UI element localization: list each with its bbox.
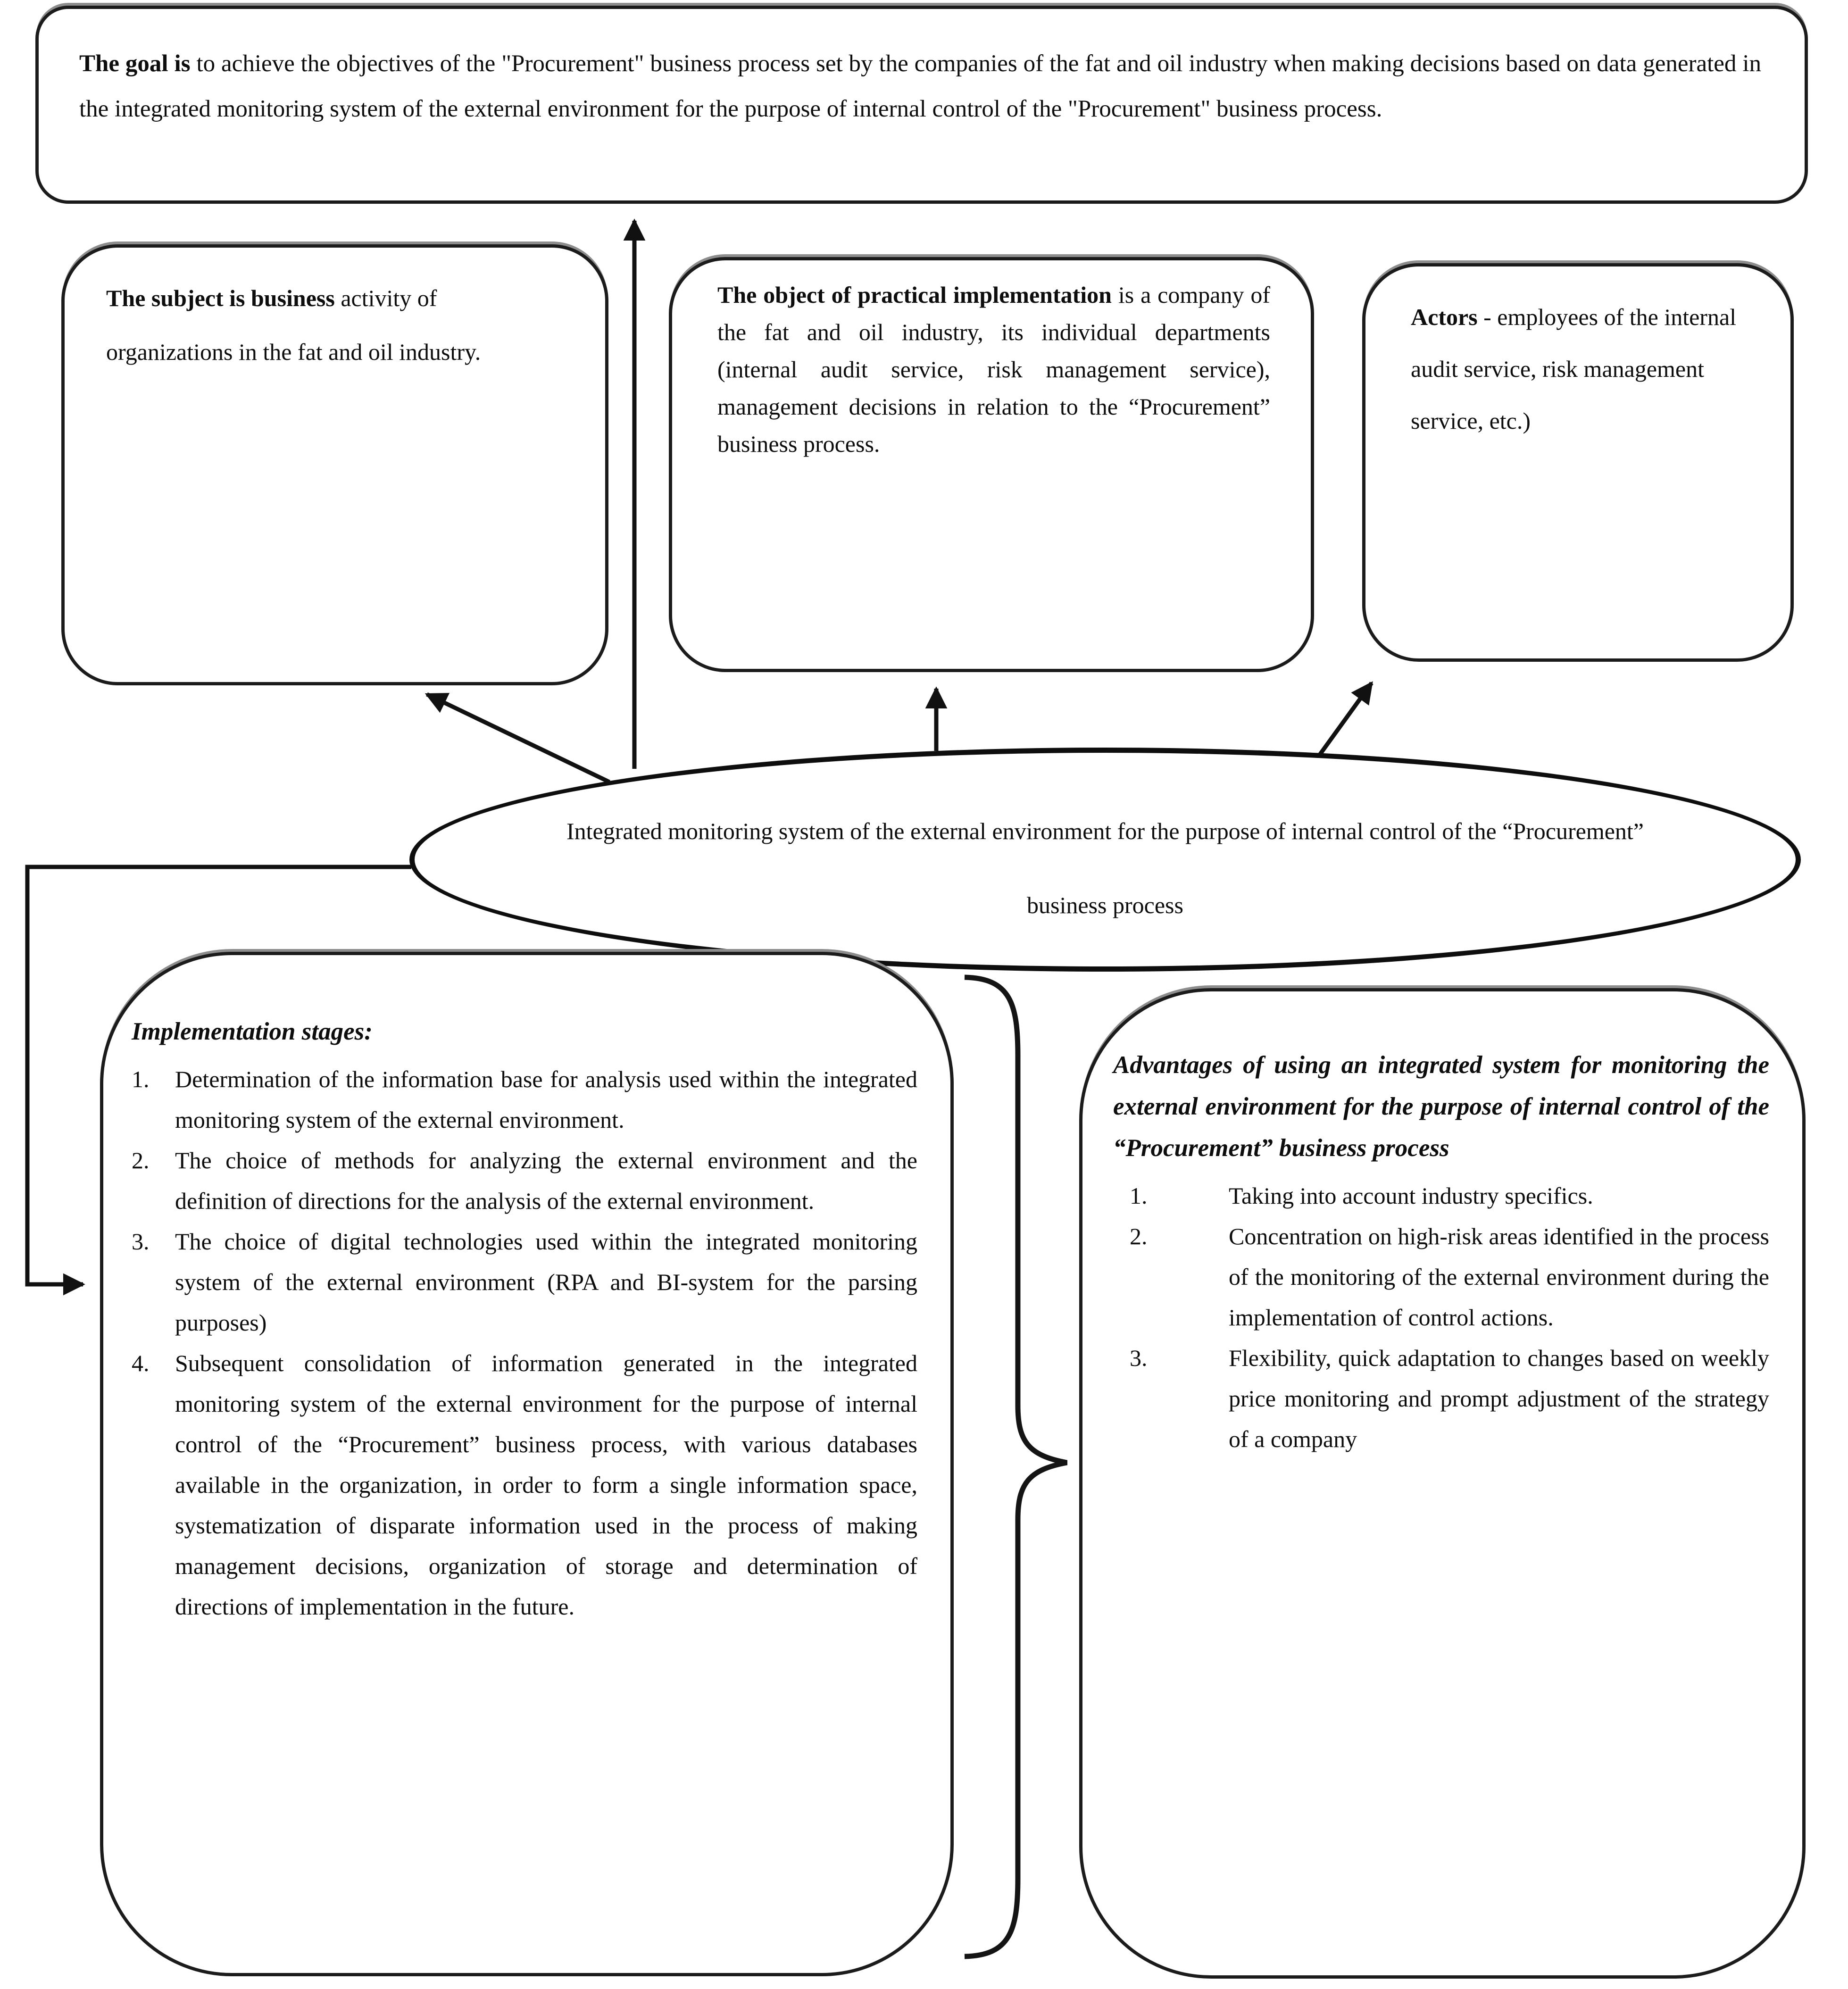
subject-box: [61, 244, 608, 685]
list-item: Flexibility, quick adaptation to changes based on weekly price monitoring and prompt adjustment of the strategy of a company: [1229, 1345, 1769, 1452]
goal-box: [35, 6, 1808, 204]
advantages-box: [1079, 988, 1806, 1979]
implementation-content: [103, 955, 950, 1627]
object-body: is a company of the fat and oil industry, its individual departments (internal audit service, risk management service), management decisions in relation to the “Procurement” business process.: [717, 282, 1270, 457]
advantages-list: [1113, 1175, 1769, 1459]
list-item: Determination of the information base for analysis used within the integrated monitoring system of the external environment.: [175, 1066, 917, 1133]
goal-lead: The goal is: [79, 50, 191, 77]
object-box: [669, 257, 1314, 672]
implementation-list: [132, 1059, 917, 1627]
list-item: Taking into account industry specifics.: [1229, 1182, 1593, 1209]
subject-lead: The subject is business: [106, 285, 335, 311]
list-item: Subsequent consolidation of information generated in the integrated monitoring system of the external environment for the purpose of internal control of the “Procurement” business process, with various databases available in the organization, in order to form a single information space, systematization of disparate information used in the process of making management decisions, organization of storage and determination of directions of implementation in the future.: [175, 1350, 917, 1620]
goal-text: [39, 9, 1805, 132]
arrow-to-actors: [1320, 683, 1372, 755]
list-item: The choice of methods for analyzing the external environment and the definition of directions for the analysis of the external environment.: [175, 1147, 917, 1214]
arrow-to-subject: [427, 694, 609, 782]
advantages-heading: Advantages of using an integrated system for monitoring the external environment for the purpose of internal control of the “Procurement” business process: [1113, 1051, 1769, 1162]
goal-body: to achieve the objectives of the "Procurement" business process set by the companies of the fat and oil industry when making decisions based on data generated in the integrated monitoring system of the external environment for the purpose of internal control of the "Procurement" business process.: [79, 50, 1761, 122]
actors-text: [1365, 266, 1790, 447]
actors-lead: Actors: [1411, 304, 1478, 330]
subject-text: [65, 248, 605, 379]
list-item: The choice of digital technologies used within the integrated monitoring system of the external environment (RPA and BI-system for the parsing purposes): [175, 1228, 917, 1336]
actors-body: - employees of the internal audit service, risk management service, etc.): [1411, 304, 1737, 434]
object-lead: The object of practical implementation: [717, 282, 1112, 308]
monitoring-system-ellipse: [409, 748, 1801, 972]
curly-brace: [965, 977, 1067, 1956]
actors-box: [1362, 263, 1794, 662]
implementation-stages-box: [100, 952, 954, 1976]
ellipse-text: Integrated monitoring system of the external environment for the purpose of internal control of the “Procurement” business process: [566, 818, 1644, 918]
list-item: Concentration on high-risk areas identified in the process of the monitoring of the external environment during the implementation of control actions.: [1229, 1223, 1769, 1331]
advantages-content: [1082, 991, 1802, 1459]
object-text: [672, 260, 1311, 463]
subject-body: activity of organizations in the fat and oil industry.: [106, 285, 481, 365]
implementation-heading: Implementation stages:: [132, 1018, 373, 1045]
